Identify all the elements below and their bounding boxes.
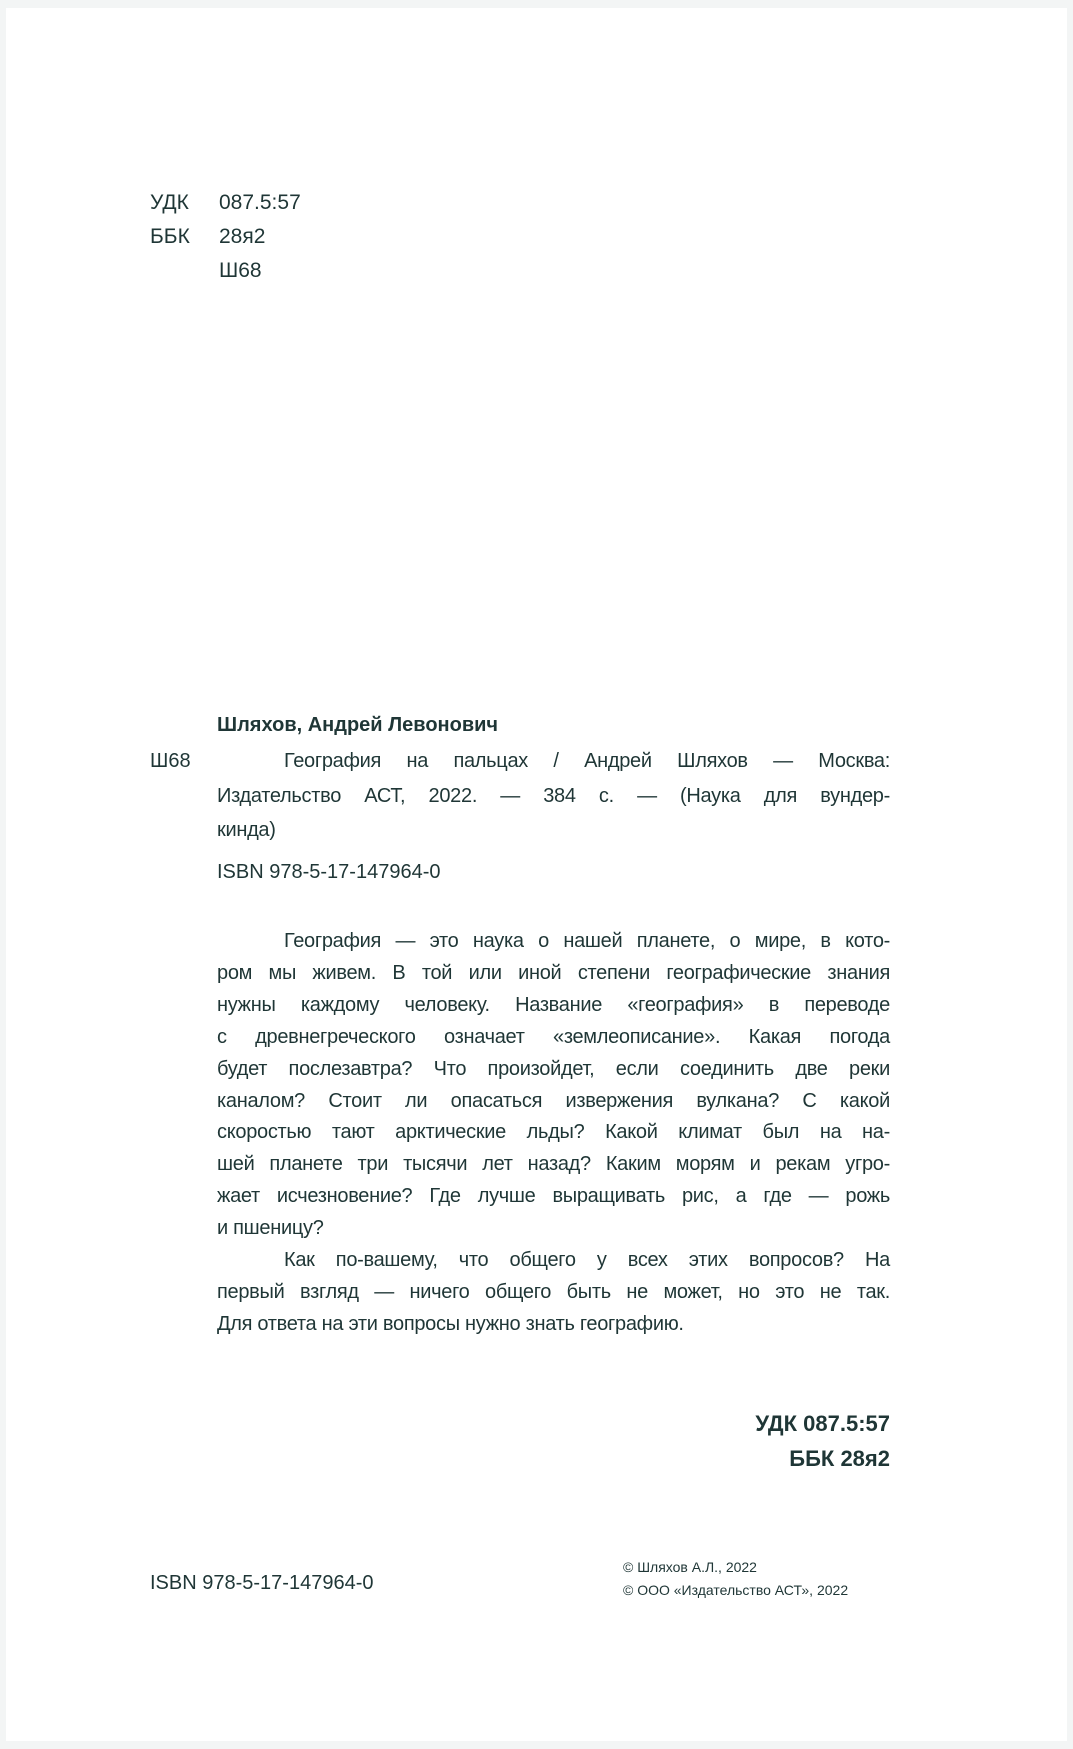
- copyright-author: © Шляхов А.Л., 2022: [623, 1559, 757, 1575]
- udk-label: УДК: [150, 191, 189, 214]
- footer-isbn: ISBN 978-5-17-147964-0: [150, 1572, 374, 1594]
- record-line: кинда): [217, 819, 276, 841]
- record-author-mark: Ш68: [150, 750, 191, 772]
- annotation-line: будет послезавтра? Что произойдет, если соединить две реки: [217, 1057, 890, 1080]
- annotation-line: Как по-вашему, что общего у всех этих вопросов? На: [284, 1249, 890, 1271]
- annotation-line: скоростью тают арктические льды? Какой климат был на на-: [217, 1121, 890, 1144]
- annotation-line: нужны каждому человеку. Название «география» в переводе: [217, 993, 890, 1016]
- record-line: География на пальцах / Андрей Шляхов — Москва:: [284, 750, 890, 772]
- annotation-line: жает исчезновение? Где лучше выращивать рис, а где — рожь: [217, 1185, 890, 1208]
- annotation-line: с древнегреческого означает «землеописание». Какая погода: [217, 1025, 890, 1048]
- author-mark: Ш68: [219, 259, 262, 282]
- annotation-line: География — это наука о нашей планете, о мире, в кото-: [284, 930, 890, 952]
- bbk-label: ББК: [150, 225, 190, 248]
- record-isbn: ISBN 978-5-17-147964-0: [217, 861, 441, 883]
- bottom-udk: УДК 087.5:57: [755, 1411, 890, 1436]
- annotation-line: ром мы живем. В той или иной степени географические знания: [217, 961, 890, 984]
- record-line: Издательство АСТ, 2022. — 384 с. — (Наука для вундер-: [217, 785, 890, 807]
- annotation-line: и пшеницу?: [217, 1217, 324, 1240]
- annotation-line: шей планете три тысячи лет назад? Каким морям и рекам угро-: [217, 1153, 890, 1176]
- record-author: Шляхов, Андрей Левонович: [217, 714, 499, 736]
- copyright-publisher: © ООО «Издательство АСТ», 2022: [623, 1582, 849, 1598]
- annotation-line: первый взгляд — ничего общего быть не может, но это не так.: [217, 1280, 890, 1303]
- bbk-value: 28я2: [219, 225, 266, 248]
- annotation-line: каналом? Стоит ли опасаться извержения вулкана? С какой: [217, 1089, 890, 1112]
- annotation-line: Для ответа на эти вопросы нужно знать географию.: [217, 1312, 684, 1335]
- udk-value: 087.5:57: [219, 191, 301, 214]
- book-imprint-page: [6, 8, 1067, 1741]
- bottom-bbk: ББК 28я2: [789, 1446, 890, 1471]
